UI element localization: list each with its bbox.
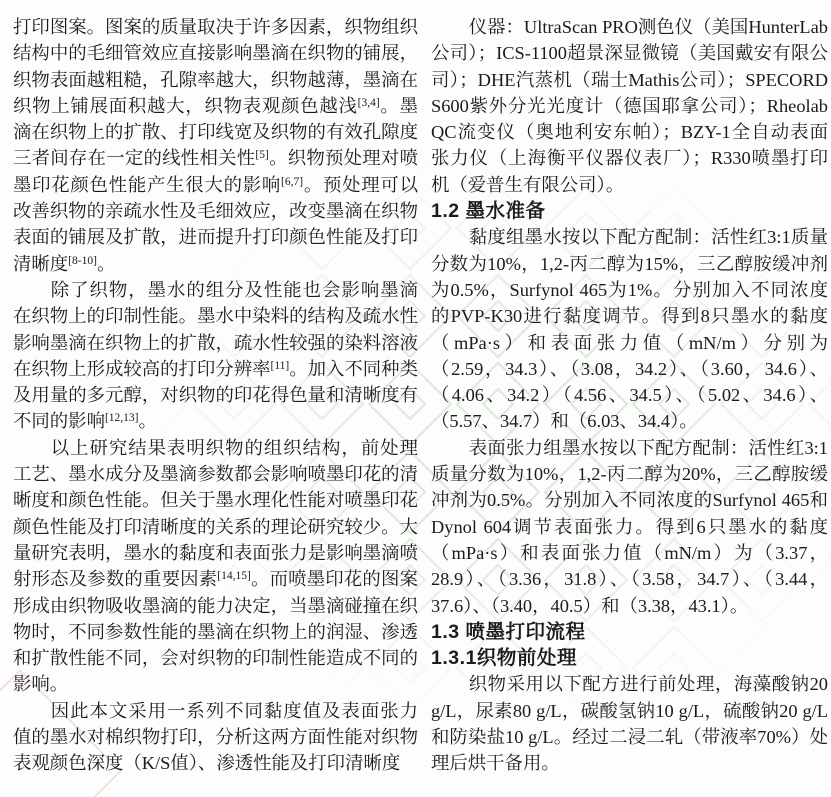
paragraph: 表面张力组墨水按以下配方配制：活性红3:1质量分数为10%，1,2-丙二醇为20%，三乙醇胺缓冲剂为0.5%。分别加入不同浓度的Surfynol 465和Dynol 604调节表面张力。得到6只墨水的黏度（mPa·s）和表面张力值（mN/m）为（3.37，28.9）、（3.36，31.8）、（3.58，34.7）、（3.44，37.6）、（3.40，40.5）和（3.38，43.1）。 [430, 437, 828, 616]
paragraph: 仪器：UltraScan PRO测色仪（美国HunterLab公司）；ICS-1100超景深显微镜（美国戴安有限公司）；DHE汽蒸机（瑞士Mathis公司）；SPECORD S600紫外分光光度计（德国耶拿公司）；Rheolab QC流变仪（奥地利安东帕）；BZY-1全自动表面张力仪（上海衡平仪器仪表厂）；R330喷墨打印机（爱普生有限公司）。 [430, 17, 828, 195]
reference-superscript: [12,13] [104, 412, 139, 425]
left-column [13, 14, 418, 797]
reference-superscript: [11] [270, 359, 290, 372]
paragraph: 因此本文采用一系列不同黏度值及表面张力值的墨水对棉织物打印，分析这两方面性能对织物表观颜色深度（K/S值）、渗透性能及打印清晰度 [13, 700, 418, 774]
paragraph: 打印图案。图案的质量取决于许多因素，织物组织结构中的毛细管效应直接影响墨滴在织物的铺展，织物表面越粗糙，孔隙率越大，织物越薄，墨滴在织物上铺展面积越大，织物表观颜色越浅[3,4]。墨滴在织物上的扩散、打印线宽及织物的有效孔隙度三者间存在一定的线性相关性[5]。织物预处理对喷墨印花颜色性能产生很大的影响[6,7]。预处理可以改善织物的亲疏水性及毛细效应，改变墨滴在织物表面的铺展及扩散，进而提升打印颜色性能及打印清晰度[8-10]。 [13, 17, 418, 274]
reference-superscript: [3,4] [357, 96, 380, 109]
section-heading: 1.2 墨水准备 [430, 200, 546, 223]
reference-superscript: [8-10] [68, 254, 97, 267]
paragraph: 除了织物，墨水的组分及性能也会影响墨滴在织物上的印制性能。墨水中染料的结构及疏水性影响墨滴在织物上的扩散，疏水性较强的染料溶液在织物上形成较高的打印分辨率[11]。加入不同种类及用量的多元醇，对织物的印花得色量和清晰度有不同的影响[12,13]。 [13, 279, 418, 432]
section-heading: 1.3 喷墨打印流程 [430, 620, 586, 643]
paragraph: 黏度组墨水按以下配方配制：活性红3:1质量分数为10%，1,2-丙二醇为15%，三乙醇胺缓冲剂为0.5%，Surfynol 465为1%。分别加入不同浓度的PVP-K30进行黏度调节。得到8只墨水的黏度（mPa·s）和表面张力值（mN/m）分别为（2.59，34.3）、（3.08，34.2）、（3.60，34.6）、（4.06、34.2）（4.56、34.5）、（5.02、34.6）、（5.57、34.7）和（6.03、34.4）。 [430, 227, 828, 432]
right-column [431, 14, 828, 797]
reference-superscript: [6,7] [281, 175, 304, 188]
paragraph: 以上研究结果表明织物的组织结构，前处理工艺、墨水成分及墨滴参数都会影响喷墨印花的清晰度和颜色性能。但关于墨水理化性能对喷墨印花颜色性能及打印清晰度的关系的理论研究较少。大量研究表明，墨水的黏度和表面张力是影响墨滴喷射形态及参数的重要因素[14,15]。而喷墨印花的图案形成由织物吸收墨滴的能力决定，当墨滴碰撞在织物时，不同参数性能的墨滴在织物上的润湿、渗透和扩散性能不同，会对织物的印制性能造成不同的影响。 [13, 437, 418, 695]
paragraph: 织物采用以下配方进行前处理，海藻酸钠20 g/L，尿素80 g/L，碳酸氢钠10 g/L，硫酸钠20 g/L和防染盐10 g/L。经过二浸二轧（带液率70%）处理后烘干备用。 [430, 674, 828, 774]
subsection-heading: 1.3.1织物前处理 [430, 647, 577, 670]
reference-superscript: [14,15] [217, 570, 251, 583]
reference-superscript: [5] [255, 149, 269, 162]
